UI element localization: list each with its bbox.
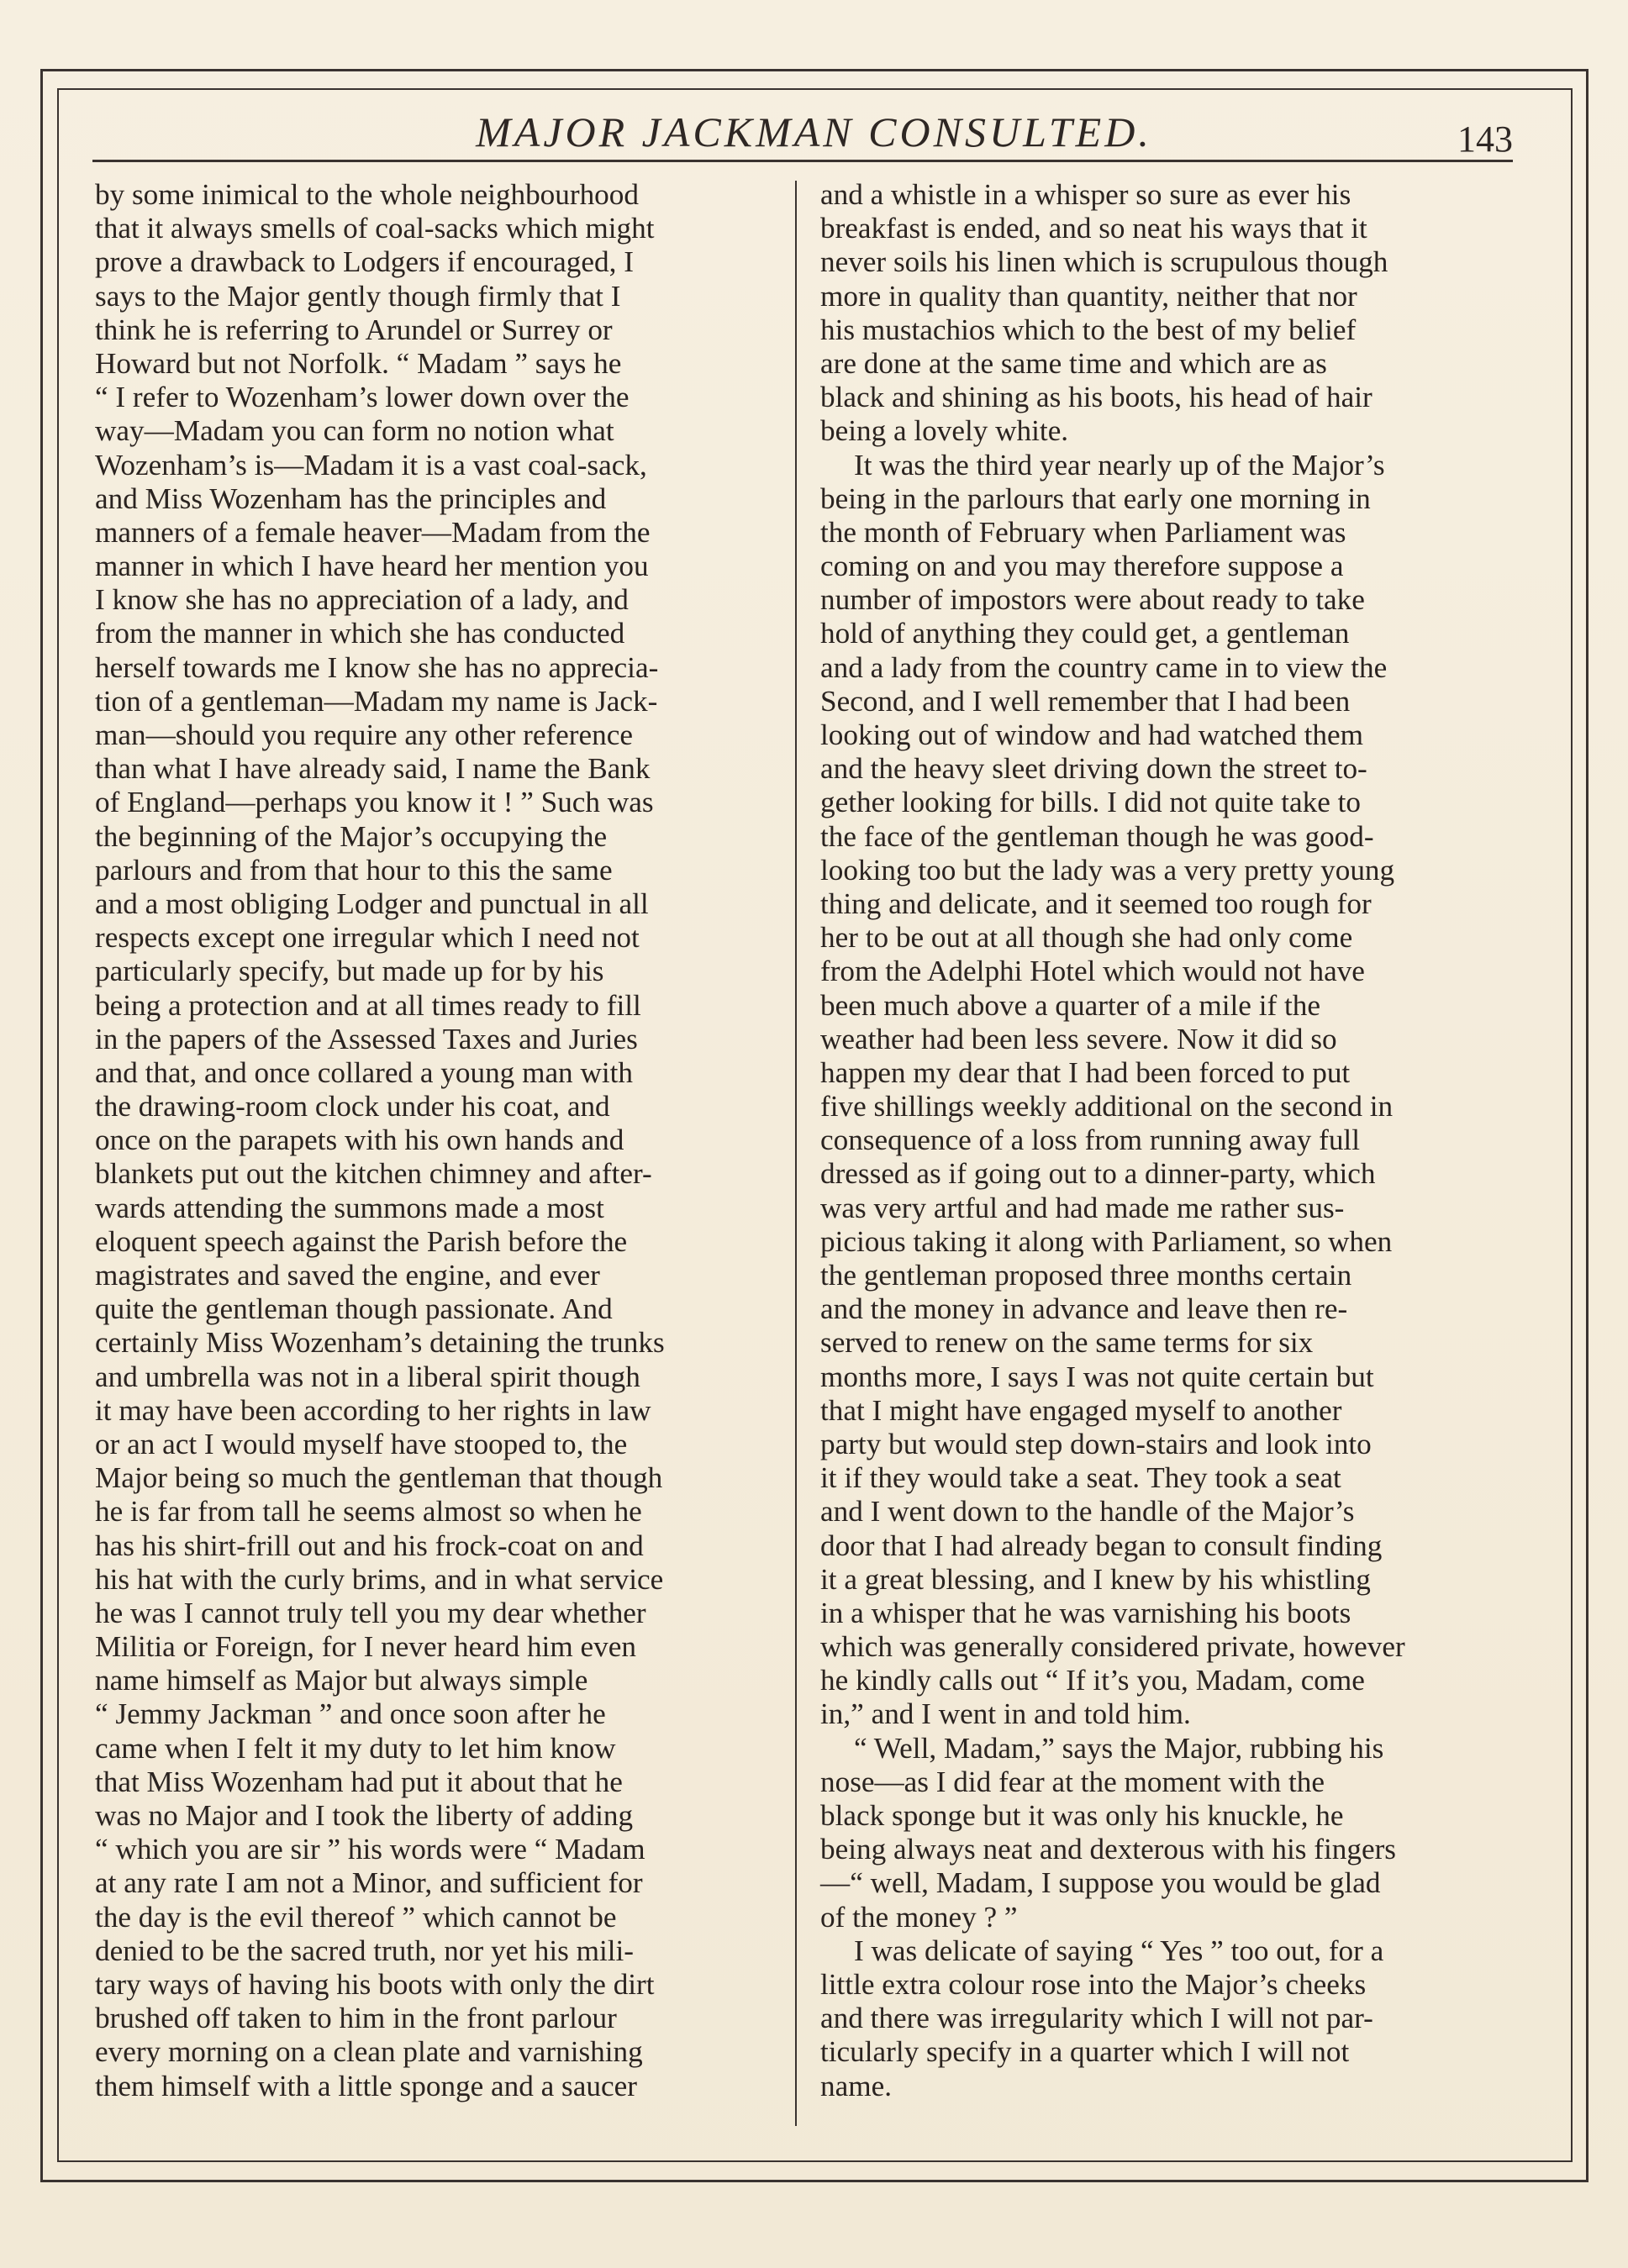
text-line: tary ways of having his boots with only the dirt bbox=[95, 1967, 655, 2001]
text-line: he is far from tall he seems almost so when he bbox=[95, 1495, 642, 1529]
text-line: five shillings weekly additional on the second in bbox=[820, 1090, 1394, 1123]
text-line: door that I had already began to consult finding bbox=[820, 1529, 1383, 1562]
text-line: never soils his linen which is scrupulous though bbox=[820, 245, 1388, 279]
text-line: “ Well, Madam,” says the Major, rubbing his bbox=[854, 1731, 1384, 1765]
right-text-column bbox=[820, 178, 1488, 2103]
text-line: and the money in advance and leave then re- bbox=[820, 1292, 1348, 1326]
text-line: “ which you are sir ” his words were “ Madam bbox=[95, 1833, 645, 1866]
text-line: I know she has no appreciation of a lady, and bbox=[95, 583, 629, 617]
text-line: in a whisper that he was varnishing his boots bbox=[820, 1596, 1351, 1629]
text-line: black and shining as his boots, his head of hair bbox=[820, 381, 1372, 414]
text-line: prove a drawback to Lodgers if encouraged, I bbox=[95, 245, 634, 279]
text-line: “ I refer to Wozenham’s lower down over the bbox=[95, 381, 630, 414]
text-line: black sponge but it was only his knuckle, he bbox=[820, 1799, 1344, 1832]
text-line: manner in which I have heard her mention you bbox=[95, 550, 649, 583]
text-line: certainly Miss Wozenham’s detaining the trunks bbox=[95, 1326, 665, 1360]
text-line: and that, and once collared a young man with bbox=[95, 1055, 634, 1089]
text-line: and a lady from the country came in to view the bbox=[820, 650, 1388, 684]
text-line: gether looking for bills. I did not quite take to bbox=[820, 786, 1362, 819]
text-line: he was I cannot truly tell you my dear whether bbox=[95, 1596, 646, 1629]
text-line: the day is the evil thereof ” which cannot be bbox=[95, 1900, 617, 1934]
text-line: breakfast is ended, and so neat his ways that it bbox=[820, 212, 1367, 245]
text-line: are done at the same time and which are as bbox=[820, 346, 1327, 380]
text-line: it may have been according to her rights in law bbox=[95, 1393, 651, 1427]
text-line: being always neat and dexterous with his fingers bbox=[820, 1833, 1397, 1866]
text-line: party but would step down-stairs and look into bbox=[820, 1427, 1372, 1460]
text-line: consequence of a loss from running away full bbox=[820, 1123, 1360, 1157]
text-line: the gentleman proposed three months certain bbox=[820, 1259, 1352, 1292]
text-line: that Miss Wozenham had put it about that he bbox=[95, 1765, 623, 1798]
text-line: it a great blessing, and I knew by his whistling bbox=[820, 1562, 1371, 1596]
text-line: says to the Major gently though firmly that I bbox=[95, 279, 621, 313]
text-line: has his shirt-frill out and his frock-coat on and bbox=[95, 1529, 644, 1562]
text-line: in,” and I went in and told him. bbox=[820, 1697, 1191, 1731]
text-line: brushed off taken to him in the front parlour bbox=[95, 2002, 617, 2035]
text-line: once on the parapets with his own hands and bbox=[95, 1123, 624, 1157]
text-line: his hat with the curly brims, and in what service bbox=[95, 1562, 664, 1596]
text-line: came when I felt it my duty to let him know bbox=[95, 1731, 616, 1765]
text-line: and I went down to the handle of the Major’s bbox=[820, 1495, 1355, 1529]
text-line: name himself as Major but always simple bbox=[95, 1664, 588, 1697]
text-line: Wozenham’s is—Madam it is a vast coal-sack, bbox=[95, 448, 647, 481]
text-line: of the money ? ” bbox=[820, 1900, 1018, 1934]
text-line: blankets put out the kitchen chimney and after- bbox=[95, 1157, 652, 1191]
text-line: dressed as if going out to a dinner-party, which bbox=[820, 1157, 1376, 1191]
text-line: from the manner in which she has conducted bbox=[95, 617, 625, 650]
text-line: herself towards me I know she has no apprecia- bbox=[95, 650, 659, 684]
text-line: the beginning of the Major’s occupying the bbox=[95, 819, 608, 853]
text-line: picious taking it along with Parliament, so when bbox=[820, 1224, 1393, 1258]
text-line: hold of anything they could get, a gentleman bbox=[820, 617, 1350, 650]
text-line: Militia or Foreign, for I never heard him even bbox=[95, 1630, 636, 1664]
text-line: looking out of window and had watched them bbox=[820, 718, 1363, 751]
text-line: more in quality than quantity, neither that nor bbox=[820, 279, 1357, 313]
text-line: the face of the gentleman though he was good- bbox=[820, 819, 1374, 853]
text-line: and a most obliging Lodger and punctual in all bbox=[95, 887, 649, 920]
text-line: being a lovely white. bbox=[820, 414, 1069, 448]
text-line: happen my dear that I had been forced to put bbox=[820, 1055, 1351, 1089]
text-line: little extra colour rose into the Major’s cheeks bbox=[820, 1967, 1367, 2001]
text-line: looking too but the lady was a very pretty young bbox=[820, 853, 1395, 887]
text-line: eloquent speech against the Parish before the bbox=[95, 1224, 628, 1258]
text-line: name. bbox=[820, 2069, 892, 2102]
text-line: which was generally considered private, however bbox=[820, 1630, 1405, 1664]
text-line: that it always smells of coal-sacks which might bbox=[95, 212, 655, 245]
text-line: in the papers of the Assessed Taxes and Juries bbox=[95, 1022, 638, 1055]
text-line: or an act I would myself have stooped to, the bbox=[95, 1427, 628, 1460]
left-text-column bbox=[95, 178, 773, 2103]
text-line: particularly specify, but made up for by his bbox=[95, 955, 604, 988]
text-line: weather had been less severe. Now it did so bbox=[820, 1022, 1337, 1055]
text-line: was very artful and had made me rather sus- bbox=[820, 1191, 1345, 1224]
text-line: ticularly specify in a quarter which I will not bbox=[820, 2035, 1350, 2069]
text-line: and umbrella was not in a liberal spirit though bbox=[95, 1360, 640, 1393]
text-line: her to be out at all though she had only come bbox=[820, 921, 1353, 955]
text-line: the month of February when Parliament was bbox=[820, 515, 1346, 549]
text-line: think he is referring to Arundel or Surrey or bbox=[95, 313, 613, 346]
text-line: he kindly calls out “ If it’s you, Madam, come bbox=[820, 1664, 1365, 1697]
text-line: parlours and from that hour to this the same bbox=[95, 853, 613, 887]
text-line: man—should you require any other reference bbox=[95, 718, 633, 751]
text-line: coming on and you may therefore suppose a bbox=[820, 550, 1344, 583]
text-line: It was the third year nearly up of the Major’s bbox=[854, 448, 1385, 481]
text-line: magistrates and saved the engine, and ever bbox=[95, 1259, 600, 1292]
text-line: been much above a quarter of a mile if the bbox=[820, 988, 1320, 1022]
text-line: it if they would take a seat. They took a seat bbox=[820, 1461, 1341, 1495]
text-line: number of impostors were about ready to take bbox=[820, 583, 1365, 617]
text-line: and the heavy sleet driving down the street to- bbox=[820, 752, 1367, 786]
text-line: months more, I says I was not quite certain but bbox=[820, 1360, 1374, 1393]
text-line: respects except one irregular which I need not bbox=[95, 921, 640, 955]
text-line: that I might have engaged myself to another bbox=[820, 1393, 1342, 1427]
text-line: them himself with a little sponge and a saucer bbox=[95, 2069, 637, 2102]
text-line: being a protection and at all times ready to fill bbox=[95, 988, 641, 1022]
text-line: his mustachios which to the best of my belief bbox=[820, 313, 1357, 346]
text-line: being in the parlours that early one morning in bbox=[820, 481, 1371, 515]
running-head: MAJOR JACKMAN CONSULTED. bbox=[476, 108, 1152, 155]
text-line: served to renew on the same terms for six bbox=[820, 1326, 1314, 1360]
text-line: I was delicate of saying “ Yes ” too out, for a bbox=[854, 1934, 1384, 1967]
text-line: quite the gentleman though passionate. And bbox=[95, 1292, 613, 1326]
text-line: denied to be the sacred truth, nor yet his mili- bbox=[95, 1934, 635, 1967]
text-line: tion of a gentleman—Madam my name is Jack- bbox=[95, 684, 658, 718]
text-line: thing and delicate, and it seemed too rough for bbox=[820, 887, 1372, 920]
text-line: Howard but not Norfolk. “ Madam ” says he bbox=[95, 346, 622, 380]
text-line: manners of a female heaver—Madam from the bbox=[95, 515, 651, 549]
text-line: and Miss Wozenham has the principles and bbox=[95, 481, 607, 515]
text-line: way—Madam you can form no notion what bbox=[95, 414, 614, 448]
text-line: and a whistle in a whisper so sure as ever his bbox=[820, 178, 1351, 211]
text-line: Second, and I well remember that I had been bbox=[820, 684, 1351, 718]
text-line: was no Major and I took the liberty of adding bbox=[95, 1799, 634, 1832]
text-line: nose—as I did fear at the moment with the bbox=[820, 1765, 1325, 1798]
header-rule bbox=[92, 160, 1513, 162]
text-line: than what I have already said, I name the Bank bbox=[95, 752, 651, 786]
text-line: from the Adelphi Hotel which would not have bbox=[820, 955, 1365, 988]
text-line: wards attending the summons made a most bbox=[95, 1191, 604, 1224]
text-line: and there was irregularity which I will not par- bbox=[820, 2002, 1373, 2035]
text-line: every morning on a clean plate and varnishing bbox=[95, 2035, 643, 2069]
text-line: “ Jemmy Jackman ” and once soon after he bbox=[95, 1697, 606, 1731]
column-divider bbox=[795, 181, 797, 2126]
text-line: the drawing-room clock under his coat, and bbox=[95, 1090, 610, 1123]
page-number: 143 bbox=[1457, 118, 1513, 160]
text-line: of England—perhaps you know it ! ” Such was bbox=[95, 786, 654, 819]
text-line: at any rate I am not a Minor, and sufficient for bbox=[95, 1866, 643, 1900]
text-line: —“ well, Madam, I suppose you would be glad bbox=[820, 1866, 1381, 1900]
text-line: by some inimical to the whole neighbourhood bbox=[95, 178, 639, 211]
text-line: Major being so much the gentleman that though bbox=[95, 1461, 663, 1495]
